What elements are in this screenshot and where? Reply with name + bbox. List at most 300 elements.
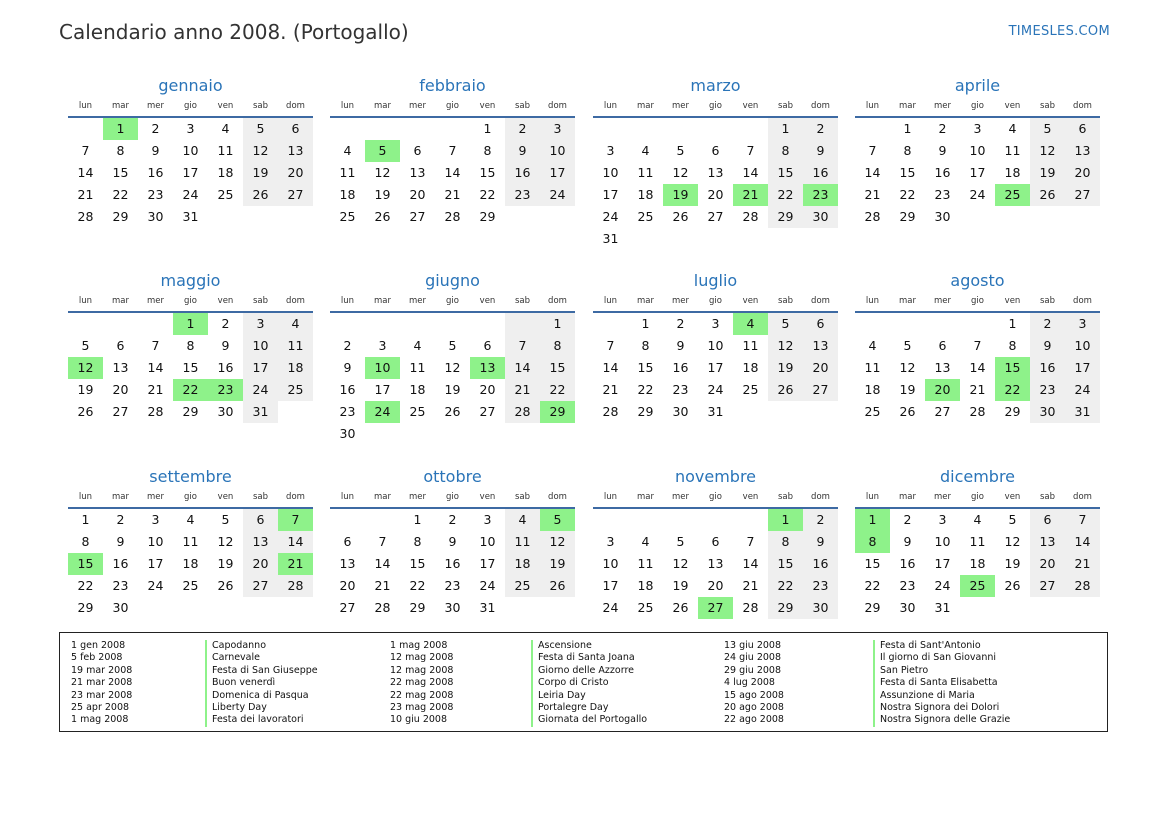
month-settembre (68, 465, 313, 619)
brand-link[interactable]: TIMESLES.COM (1008, 24, 1110, 39)
day-cell: 29 (1004, 404, 1021, 419)
day-cell: 18 (409, 382, 426, 397)
day-cell: 20 (1065, 162, 1100, 184)
weekday-label: gio (971, 492, 984, 502)
day-cell: 16 (217, 360, 234, 375)
day-cell: 15 (637, 360, 654, 375)
empty-cell (698, 118, 733, 140)
weekday-label: gio (446, 492, 459, 502)
day-cell: 5 (221, 512, 230, 527)
holiday-day: 24 (365, 401, 400, 423)
month-febbraio (330, 74, 575, 228)
day-cell: 14 (969, 360, 986, 375)
weekday-label: dom (1073, 492, 1092, 502)
empty-cell (855, 118, 890, 140)
day-cell: 13 (278, 140, 313, 162)
legend-date: 20 ago 2008 (724, 701, 784, 713)
day-cell: 31 (602, 231, 619, 246)
legend-holiday-name: Festa di Santa Joana (531, 652, 647, 664)
weekday-label: ven (742, 296, 759, 306)
day-cell: 19 (540, 553, 575, 575)
day-cell: 25 (339, 209, 356, 224)
day-cell: 16 (505, 162, 540, 184)
month-name: gennaio (158, 76, 223, 95)
legend-date: 15 ago 2008 (724, 689, 784, 701)
day-cell: 17 (540, 162, 575, 184)
legend-date: 22 mag 2008 (390, 677, 454, 689)
day-cell: 28 (147, 404, 164, 419)
day-cell: 3 (151, 512, 160, 527)
day-cell: 7 (868, 143, 877, 158)
day-cell: 13 (707, 165, 724, 180)
day-cell: 21 (864, 187, 881, 202)
legend-date: 1 gen 2008 (71, 640, 126, 651)
day-cell: 12 (243, 140, 278, 162)
weekday-label: gio (446, 296, 459, 306)
day-cell: 4 (641, 143, 650, 158)
day-cell: 31 (479, 600, 496, 615)
day-cell: 7 (151, 338, 160, 353)
legend-holiday-name: Corpo di Cristo (531, 677, 647, 689)
day-cell: 13 (707, 556, 724, 571)
weekday-label: sab (1039, 296, 1056, 306)
empty-cell (628, 118, 663, 140)
day-cell: 5 (81, 338, 90, 353)
weekday-label: lun (865, 296, 880, 306)
day-grid (68, 313, 313, 423)
day-cell: 25 (278, 379, 313, 401)
day-cell: 30 (217, 404, 234, 419)
day-cell: 3 (540, 118, 575, 140)
legend-date: 24 giu 2008 (724, 652, 781, 664)
holiday-day: 21 (278, 553, 313, 575)
day-cell: 2 (505, 118, 540, 140)
holiday-day: 5 (540, 509, 575, 531)
weekday-label: ven (742, 101, 759, 111)
legend-holiday-name: Assunzione di Maria (873, 690, 1010, 702)
day-cell: 10 (969, 143, 986, 158)
empty-cell (400, 313, 435, 335)
day-cell: 12 (1030, 140, 1065, 162)
legend-holiday-name: Portalegre Day (531, 702, 647, 714)
weekday-label: sab (252, 492, 269, 502)
day-cell: 1 (768, 118, 803, 140)
day-cell: 14 (742, 556, 759, 571)
day-cell: 22 (864, 578, 881, 593)
day-cell: 8 (81, 534, 90, 549)
day-cell: 20 (803, 357, 838, 379)
legend-names-1 (205, 640, 318, 727)
day-cell: 23 (672, 382, 689, 397)
day-cell: 25 (217, 187, 234, 202)
day-cell: 7 (606, 338, 615, 353)
day-cell: 13 (803, 335, 838, 357)
day-cell: 10 (602, 556, 619, 571)
day-cell: 12 (768, 335, 803, 357)
month-luglio (593, 269, 838, 423)
day-cell: 23 (112, 578, 129, 593)
day-cell: 9 (505, 140, 540, 162)
weekday-label: ven (479, 492, 496, 502)
weekday-header (68, 293, 313, 309)
day-cell: 24 (479, 578, 496, 593)
day-cell: 25 (409, 404, 426, 419)
day-cell: 4 (1008, 121, 1017, 136)
weekday-label: dom (811, 296, 830, 306)
day-cell: 1 (81, 512, 90, 527)
day-grid (68, 509, 313, 619)
empty-cell (890, 313, 925, 335)
day-cell: 6 (413, 143, 422, 158)
empty-cell (505, 313, 540, 335)
day-cell: 15 (409, 556, 426, 571)
day-cell: 29 (409, 600, 426, 615)
empty-cell (365, 118, 400, 140)
weekday-label: sab (252, 101, 269, 111)
day-cell: 4 (641, 534, 650, 549)
legend-holiday-name: Il giorno di San Giovanni (873, 652, 1010, 664)
day-cell: 8 (540, 335, 575, 357)
legend-holiday-name: Leiria Day (531, 690, 647, 702)
month-name: marzo (690, 76, 741, 95)
day-cell: 30 (112, 600, 129, 615)
day-cell: 23 (1030, 379, 1065, 401)
day-cell: 16 (1030, 357, 1065, 379)
weekday-label: ven (742, 492, 759, 502)
legend-holiday-name: Domenica di Pasqua (205, 690, 318, 702)
weekday-label: dom (286, 101, 305, 111)
holiday-day: 13 (470, 357, 505, 379)
weekday-label: gio (709, 492, 722, 502)
day-cell: 24 (707, 382, 724, 397)
day-cell: 7 (81, 143, 90, 158)
day-cell: 23 (899, 578, 916, 593)
holiday-day: 7 (278, 509, 313, 531)
day-cell: 21 (602, 382, 619, 397)
month-name: settembre (149, 467, 232, 486)
day-cell: 8 (483, 143, 492, 158)
day-cell: 19 (768, 357, 803, 379)
day-cell: 4 (505, 509, 540, 531)
day-cell: 7 (505, 335, 540, 357)
day-cell: 20 (339, 578, 356, 593)
day-cell: 30 (672, 404, 689, 419)
weekday-label: mar (637, 296, 654, 306)
weekday-label: dom (286, 296, 305, 306)
day-cell: 21 (444, 187, 461, 202)
day-cell: 10 (1065, 335, 1100, 357)
day-cell: 22 (768, 184, 803, 206)
weekday-label: mar (374, 101, 391, 111)
legend-date: 4 lug 2008 (724, 677, 775, 689)
legend-date: 22 ago 2008 (724, 714, 784, 726)
day-cell: 12 (444, 360, 461, 375)
day-cell: 9 (151, 143, 160, 158)
legend-date: 19 mar 2008 (71, 664, 133, 676)
empty-cell (365, 313, 400, 335)
holiday-day: 23 (208, 379, 243, 401)
holiday-day: 1 (855, 509, 890, 531)
day-cell: 11 (505, 531, 540, 553)
day-cell: 8 (768, 531, 803, 553)
day-cell: 18 (969, 556, 986, 571)
month-name: maggio (160, 271, 221, 290)
day-cell: 25 (182, 578, 199, 593)
month-gennaio (68, 74, 313, 228)
day-cell: 17 (602, 187, 619, 202)
weekday-label: mar (899, 101, 916, 111)
day-cell: 17 (707, 360, 724, 375)
day-cell: 4 (221, 121, 230, 136)
day-cell: 8 (116, 143, 125, 158)
empty-cell (400, 118, 435, 140)
day-cell: 12 (374, 165, 391, 180)
holiday-legend (59, 632, 1108, 732)
month-name: aprile (954, 76, 1001, 95)
legend-dates-1 (71, 640, 132, 727)
legend-date: 23 mag 2008 (390, 701, 454, 713)
day-cell: 14 (742, 165, 759, 180)
day-cell: 15 (864, 556, 881, 571)
day-cell: 20 (707, 578, 724, 593)
day-cell: 13 (112, 360, 129, 375)
day-cell: 6 (803, 313, 838, 335)
weekday-label: lun (340, 296, 355, 306)
day-cell: 26 (374, 209, 391, 224)
day-grid (68, 118, 313, 228)
weekday-label: mer (933, 492, 951, 502)
day-cell: 16 (444, 556, 461, 571)
day-cell: 14 (278, 531, 313, 553)
day-cell: 23 (803, 575, 838, 597)
weekday-label: ven (479, 101, 496, 111)
weekday-label: lun (603, 492, 618, 502)
day-cell: 1 (641, 316, 650, 331)
day-cell: 20 (278, 162, 313, 184)
day-cell: 3 (483, 512, 492, 527)
empty-cell (593, 118, 628, 140)
holiday-day: 1 (768, 509, 803, 531)
day-cell: 24 (1065, 379, 1100, 401)
day-cell: 5 (903, 338, 912, 353)
day-cell: 14 (1065, 531, 1100, 553)
day-cell: 3 (711, 316, 720, 331)
day-cell: 20 (112, 382, 129, 397)
day-cell: 15 (112, 165, 129, 180)
day-cell: 19 (243, 162, 278, 184)
day-cell: 10 (479, 534, 496, 549)
day-cell: 28 (864, 209, 881, 224)
legend-holiday-name: Liberty Day (205, 702, 318, 714)
day-cell: 11 (637, 165, 654, 180)
month-name: febbraio (419, 76, 486, 95)
day-cell: 7 (448, 143, 457, 158)
day-cell: 19 (77, 382, 94, 397)
legend-date: 25 apr 2008 (71, 701, 130, 713)
day-cell: 13 (409, 165, 426, 180)
weekday-label: mar (637, 101, 654, 111)
empty-cell (68, 313, 103, 335)
weekday-label: lun (340, 492, 355, 502)
day-cell: 4 (343, 143, 352, 158)
day-cell: 22 (899, 187, 916, 202)
day-cell: 17 (374, 382, 391, 397)
day-cell: 21 (374, 578, 391, 593)
day-grid (593, 313, 838, 423)
weekday-label: sab (777, 296, 794, 306)
day-cell: 30 (444, 600, 461, 615)
weekday-label: lun (78, 296, 93, 306)
month-name: dicembre (939, 467, 1016, 486)
weekday-label: mer (933, 296, 951, 306)
month-agosto (855, 269, 1100, 423)
day-cell: 27 (339, 600, 356, 615)
day-cell: 14 (864, 165, 881, 180)
empty-cell (960, 313, 995, 335)
day-cell: 23 (147, 187, 164, 202)
weekday-header (68, 489, 313, 505)
legend-holiday-name: Ascensione (531, 640, 647, 652)
weekday-label: dom (1073, 101, 1092, 111)
weekday-label: lun (603, 296, 618, 306)
day-cell: 24 (182, 187, 199, 202)
empty-cell (470, 313, 505, 335)
legend-holiday-name: Carnevale (205, 652, 318, 664)
day-cell: 9 (803, 140, 838, 162)
day-cell: 11 (409, 360, 426, 375)
empty-cell (435, 118, 470, 140)
weekday-label: ven (479, 296, 496, 306)
weekday-label: ven (217, 492, 234, 502)
weekday-label: sab (777, 101, 794, 111)
weekday-label: dom (548, 296, 567, 306)
day-cell: 29 (899, 209, 916, 224)
weekday-label: mer (146, 296, 164, 306)
legend-date: 21 mar 2008 (71, 677, 133, 689)
empty-cell (435, 313, 470, 335)
holiday-day: 1 (103, 118, 138, 140)
day-grid (330, 509, 575, 619)
day-cell: 21 (147, 382, 164, 397)
weekday-label: gio (971, 101, 984, 111)
day-cell: 30 (803, 597, 838, 619)
day-cell: 1 (483, 121, 492, 136)
legend-holiday-name: Festa dei lavoratori (205, 714, 318, 726)
empty-cell (330, 313, 365, 335)
day-cell: 16 (934, 165, 951, 180)
legend-date: 1 mag 2008 (71, 714, 129, 726)
day-cell: 5 (243, 118, 278, 140)
holiday-day: 22 (995, 379, 1030, 401)
holiday-day: 27 (698, 597, 733, 619)
holiday-day: 23 (803, 184, 838, 206)
holiday-day: 19 (663, 184, 698, 206)
day-cell: 26 (1004, 578, 1021, 593)
day-cell: 19 (374, 187, 391, 202)
day-cell: 1 (413, 512, 422, 527)
day-cell: 9 (938, 143, 947, 158)
day-cell: 20 (479, 382, 496, 397)
weekday-label: mer (671, 296, 689, 306)
day-cell: 27 (803, 379, 838, 401)
day-cell: 16 (803, 162, 838, 184)
day-cell: 10 (540, 140, 575, 162)
month-aprile (855, 74, 1100, 228)
empty-cell (733, 118, 768, 140)
day-cell: 16 (147, 165, 164, 180)
weekday-label: ven (1004, 101, 1021, 111)
day-cell: 3 (606, 534, 615, 549)
holiday-day: 25 (960, 575, 995, 597)
day-cell: 22 (479, 187, 496, 202)
weekday-label: dom (548, 101, 567, 111)
day-cell: 22 (112, 187, 129, 202)
day-cell: 11 (217, 143, 234, 158)
day-cell: 12 (217, 534, 234, 549)
day-cell: 18 (742, 360, 759, 375)
legend-holiday-name: Festa di Santa Elisabetta (873, 677, 1010, 689)
day-cell: 2 (903, 512, 912, 527)
day-cell: 14 (444, 165, 461, 180)
weekday-label: lun (78, 492, 93, 502)
weekday-label: ven (217, 101, 234, 111)
day-cell: 28 (602, 404, 619, 419)
day-cell: 3 (186, 121, 195, 136)
empty-cell (733, 509, 768, 531)
day-cell: 10 (707, 338, 724, 353)
day-cell: 26 (899, 404, 916, 419)
day-cell: 8 (641, 338, 650, 353)
day-cell: 30 (803, 206, 838, 228)
day-cell: 29 (864, 600, 881, 615)
day-cell: 17 (1065, 357, 1100, 379)
day-cell: 27 (934, 404, 951, 419)
day-cell: 26 (1030, 184, 1065, 206)
empty-cell (925, 313, 960, 335)
weekday-label: lun (865, 492, 880, 502)
day-cell: 29 (768, 597, 803, 619)
day-cell: 14 (602, 360, 619, 375)
day-cell: 27 (243, 575, 278, 597)
day-cell: 12 (899, 360, 916, 375)
day-cell: 23 (444, 578, 461, 593)
day-cell: 29 (479, 209, 496, 224)
day-cell: 2 (448, 512, 457, 527)
day-cell: 13 (934, 360, 951, 375)
holiday-day: 10 (365, 357, 400, 379)
weekday-header (330, 489, 575, 505)
legend-holiday-name: San Pietro (873, 665, 1010, 677)
legend-date: 10 giu 2008 (390, 714, 447, 726)
legend-holiday-name: Nostra Signora dei Dolori (873, 702, 1010, 714)
day-cell: 13 (1065, 140, 1100, 162)
weekday-header (68, 98, 313, 114)
weekday-label: sab (252, 296, 269, 306)
day-cell: 31 (1065, 401, 1100, 423)
day-cell: 27 (707, 209, 724, 224)
holiday-day: 15 (995, 357, 1030, 379)
empty-cell (593, 509, 628, 531)
day-cell: 18 (864, 382, 881, 397)
day-cell: 11 (864, 360, 881, 375)
day-cell: 10 (243, 335, 278, 357)
day-cell: 2 (221, 316, 230, 331)
legend-holiday-name: Giornata del Portogallo (531, 714, 647, 726)
day-cell: 22 (409, 578, 426, 593)
day-cell: 19 (899, 382, 916, 397)
day-cell: 24 (969, 187, 986, 202)
day-cell: 11 (1004, 143, 1021, 158)
